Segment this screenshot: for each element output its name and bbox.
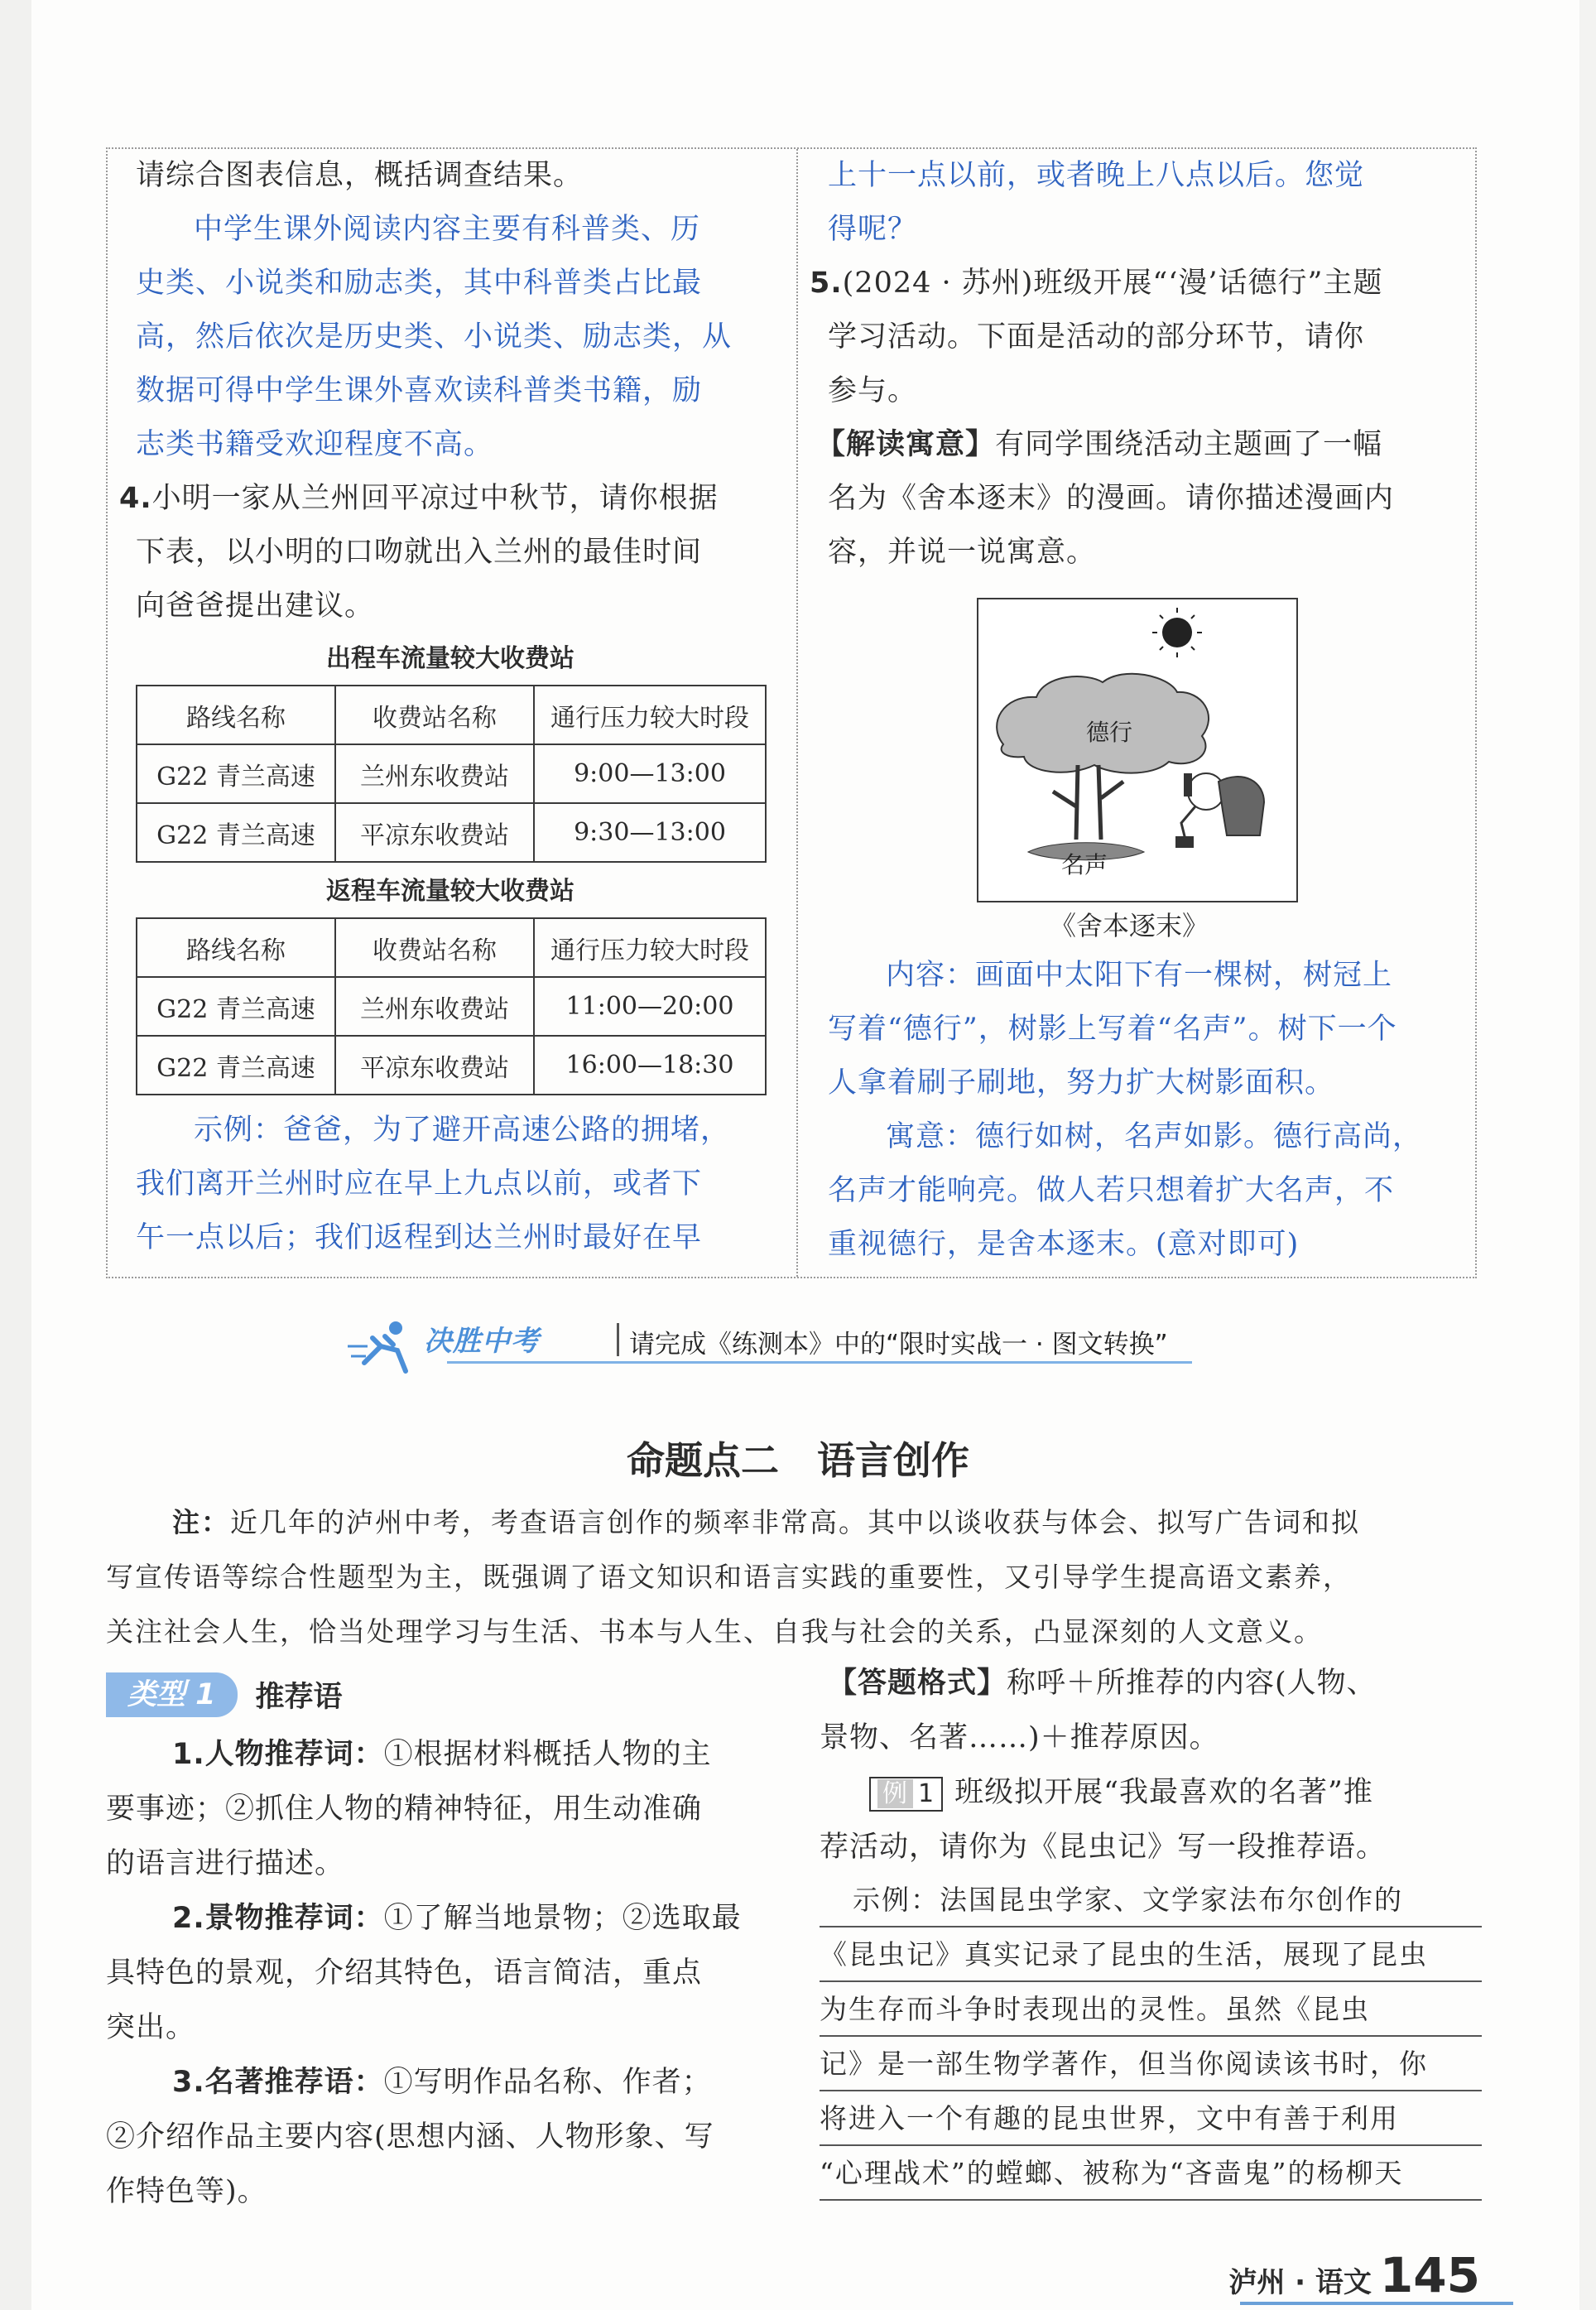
column-divider [796, 149, 798, 1277]
item-line: ②介绍作品主要内容(思想内涵、人物形象、写 [106, 2120, 714, 2154]
section-note [106, 1495, 1480, 1659]
format-line: 景物、名著……)＋推荐原因。 [820, 1721, 1219, 1754]
answer-line: 示例：法国昆虫学家、文学家法布尔创作的 [820, 1874, 1482, 1927]
item-label: 3.名著推荐语： [172, 2066, 384, 2099]
task-line [816, 418, 1454, 472]
task-line: 名为《舍本逐末》的漫画。请你描述漫画内 [828, 482, 1395, 515]
question-line: 参与。 [828, 374, 918, 407]
example-line [820, 1765, 1482, 1820]
type-title: 推荐语 [255, 1681, 343, 1714]
table-row [137, 744, 766, 803]
type1-header [106, 1672, 768, 1717]
left-column [119, 149, 773, 1265]
table-header: 通行压力较大时段 [534, 686, 766, 744]
item-text: ①写明作品名称、作者； [383, 2066, 712, 2099]
brush-icon [1175, 836, 1194, 848]
answer3-line: 志类书籍受欢迎程度不高。 [136, 428, 494, 461]
answer5-line: 内容：画面中太阳下有一棵树，树冠上 [886, 959, 1393, 992]
note-label: 注： [172, 1506, 230, 1538]
answer4-line: 上十一点以前，或者晚上八点以后。您觉 [828, 159, 1365, 192]
task-label: 【解读寓意】 [816, 428, 996, 461]
answer3-line: 高，然后依次是历史类、小说类、励志类，从 [136, 320, 733, 354]
item-line: 要事迹；②抓住人物的精神特征，用生动准确 [106, 1793, 703, 1826]
page-number: 145 [1379, 2247, 1480, 2303]
question-line: (2024 · 苏州)班级开展“‘漫’话德行”主题 [842, 267, 1383, 300]
footer-underline [1240, 2302, 1513, 2305]
practice-banner [348, 1313, 1258, 1381]
note-line [106, 1495, 1480, 1550]
answer4-line: 得呢？ [828, 213, 918, 246]
banner-separator [617, 1323, 619, 1356]
table-cell: G22 青兰高速 [137, 977, 335, 1036]
table2-caption: 返程车流量较大收费站 [326, 877, 574, 906]
format-label: 【答题格式】 [828, 1667, 1007, 1700]
question-number: 4. [119, 482, 152, 515]
banner-underline [447, 1361, 1192, 1364]
table-header: 收费站名称 [335, 686, 534, 744]
tree-text: 德行 [1086, 719, 1133, 746]
table-header: 收费站名称 [335, 918, 534, 977]
table-cell: G22 青兰高速 [137, 744, 335, 803]
table-cell: 16:00—18:30 [534, 1036, 766, 1095]
intro-line: 请综合图表信息，概括调查结果。 [136, 159, 584, 192]
item-line [106, 1891, 768, 1946]
item-line: 作特色等)。 [106, 2175, 267, 2208]
example-text: 班级拟开展“我最喜欢的名著”推 [954, 1776, 1373, 1809]
item-text: ①根据材料概括人物的主 [383, 1738, 712, 1771]
table-cell: 平凉东收费站 [335, 803, 534, 862]
table-cell: 兰州东收费站 [335, 977, 534, 1036]
example-line: 荐活动，请你为《昆虫记》写一段推荐语。 [820, 1831, 1387, 1864]
format-line [820, 1656, 1482, 1711]
note-line: 写宣传语等综合性题型为主，既强调了语文知识和语言实践的重要性，又引导学生提高语文素养， [106, 1561, 1352, 1593]
cartoon-drawing [978, 599, 1296, 901]
example-tag-b: 1 [918, 1779, 935, 1808]
example-block [820, 1656, 1482, 2202]
question-line: 小明一家从兰州回平凉过中秋节，请你根据 [151, 482, 719, 515]
answer3-line: 数据可得中学生课外喜欢读科普类书籍，励 [136, 374, 703, 407]
table-row [137, 803, 766, 862]
format-text: 称呼＋所推荐的内容(人物、 [1007, 1667, 1377, 1700]
answer5-line: 重视德行，是舍本逐末。(意对即可) [828, 1228, 1300, 1261]
answer-line: “心理战术”的螳螂、被称为“吝啬鬼”的杨柳天 [820, 2148, 1482, 2201]
table-cell: 9:00—13:00 [534, 744, 766, 803]
item-label: 1.人物推荐词： [172, 1738, 384, 1771]
page-edge-left [0, 0, 31, 2310]
answer5-line: 名声才能响亮。做人若只想着扩大名声，不 [828, 1174, 1395, 1207]
answer5-line: 寓意：德行如树，名声如影。德行高尚， [886, 1120, 1423, 1153]
note-text: 近几年的泸州中考，考查语言创作的频率非常高。其中以谈收获与体会、拟写广告词和拟 [230, 1506, 1360, 1538]
item-label: 2.景物推荐词： [172, 1902, 384, 1935]
task-text: 有同学围绕活动主题画了一幅 [995, 428, 1383, 461]
type1-block [106, 1672, 768, 2219]
table-header-row [137, 686, 766, 744]
item-line: 突出。 [106, 2011, 196, 2044]
person-icon [1175, 773, 1264, 848]
table-cell: 平凉东收费站 [335, 1036, 534, 1095]
table-header-row [137, 918, 766, 977]
return-table [136, 917, 767, 1095]
cartoon-caption: 《舍本逐末》 [1049, 910, 1209, 941]
answer-line: 将进入一个有趣的昆虫世界，文中有善于利用 [820, 2093, 1482, 2146]
question-line: 学习活动。下面是活动的部分环节，请你 [828, 320, 1365, 354]
answer-line: 为生存而斗争时表现出的灵性。虽然《昆虫 [820, 1984, 1482, 2037]
page-footer [1228, 2247, 1480, 2303]
note-line: 关注社会人生，恰当处理学习与生活、书本与人生、自我与社会的关系，凸显深刻的人文意义。 [106, 1615, 1323, 1648]
answer5-line: 人拿着刷子刷地，努力扩大树影面积。 [828, 1066, 1335, 1100]
section-title: 命题点二 语言创作 [627, 1438, 969, 1483]
question-4 [119, 472, 773, 526]
page-edge-right [1579, 0, 1596, 2310]
sun-icon [1162, 618, 1192, 647]
example-answer [820, 1874, 1482, 2201]
table-row [137, 1036, 766, 1095]
banner-text: 请完成《练测本》中的“限时实战一 · 图文转换” [629, 1330, 1168, 1360]
type-tag: 类型 1 [106, 1672, 238, 1717]
table-row [137, 977, 766, 1036]
answer4-line: 我们离开兰州时应在早上九点以前，或者下 [136, 1167, 703, 1201]
answer-box [106, 147, 1477, 1278]
question-number: 5. [810, 267, 843, 300]
table-header: 通行压力较大时段 [534, 918, 766, 977]
item-line: 的语言进行描述。 [106, 1847, 345, 1880]
footer-label: 泸州 · 语文 [1228, 2266, 1372, 2299]
table-cell: 11:00—20:00 [534, 977, 766, 1036]
shadow-text: 名声 [1061, 851, 1108, 878]
item-line [106, 1727, 768, 1782]
table-cell: G22 青兰高速 [137, 1036, 335, 1095]
table1-caption: 出程车流量较大收费站 [326, 644, 574, 673]
question-line: 下表，以小明的口吻就出入兰州的最佳时间 [136, 536, 703, 569]
answer4-line: 示例：爸爸，为了避开高速公路的拥堵， [194, 1114, 731, 1147]
question-line: 向爸爸提出建议。 [136, 590, 375, 623]
task-line: 容，并说一说寓意。 [828, 536, 1097, 569]
tree-trunk-icon [1053, 765, 1123, 840]
answer-line: 《昆虫记》真实记录了昆虫的生活，展现了昆虫 [820, 1929, 1482, 1982]
table-cell: G22 青兰高速 [137, 803, 335, 862]
table-cell: 9:30—13:00 [534, 803, 766, 862]
item-text: ①了解当地景物；②选取最 [383, 1902, 742, 1935]
item-line [106, 2055, 768, 2110]
item-line: 具特色的景观，介绍其特色，语言简洁，重点 [106, 1956, 703, 1990]
table-header: 路线名称 [137, 686, 335, 744]
banner-logo: 决胜中考 [424, 1325, 540, 1358]
answer-line: 记》是一部生物学著作，但当你阅读该书时，你 [820, 2038, 1482, 2091]
answer3-line: 史类、小说类和励志类，其中科普类占比最 [136, 267, 703, 300]
question-5 [810, 257, 1454, 310]
outbound-table [136, 685, 767, 863]
right-column [810, 149, 1454, 1272]
cartoon-image [977, 598, 1298, 902]
answer4-line: 午一点以后；我们返程到达兰州时最好在早 [136, 1221, 703, 1254]
table-cell: 兰州东收费站 [335, 744, 534, 803]
example-tag-a: 例 [877, 1779, 913, 1808]
table-header: 路线名称 [137, 918, 335, 977]
answer5-line: 写着“德行”，树影上写着“名声”。树下一个 [828, 1013, 1397, 1046]
answer3-line: 中学生课外阅读内容主要有科普类、历 [194, 213, 701, 246]
example-tag [869, 1777, 943, 1812]
